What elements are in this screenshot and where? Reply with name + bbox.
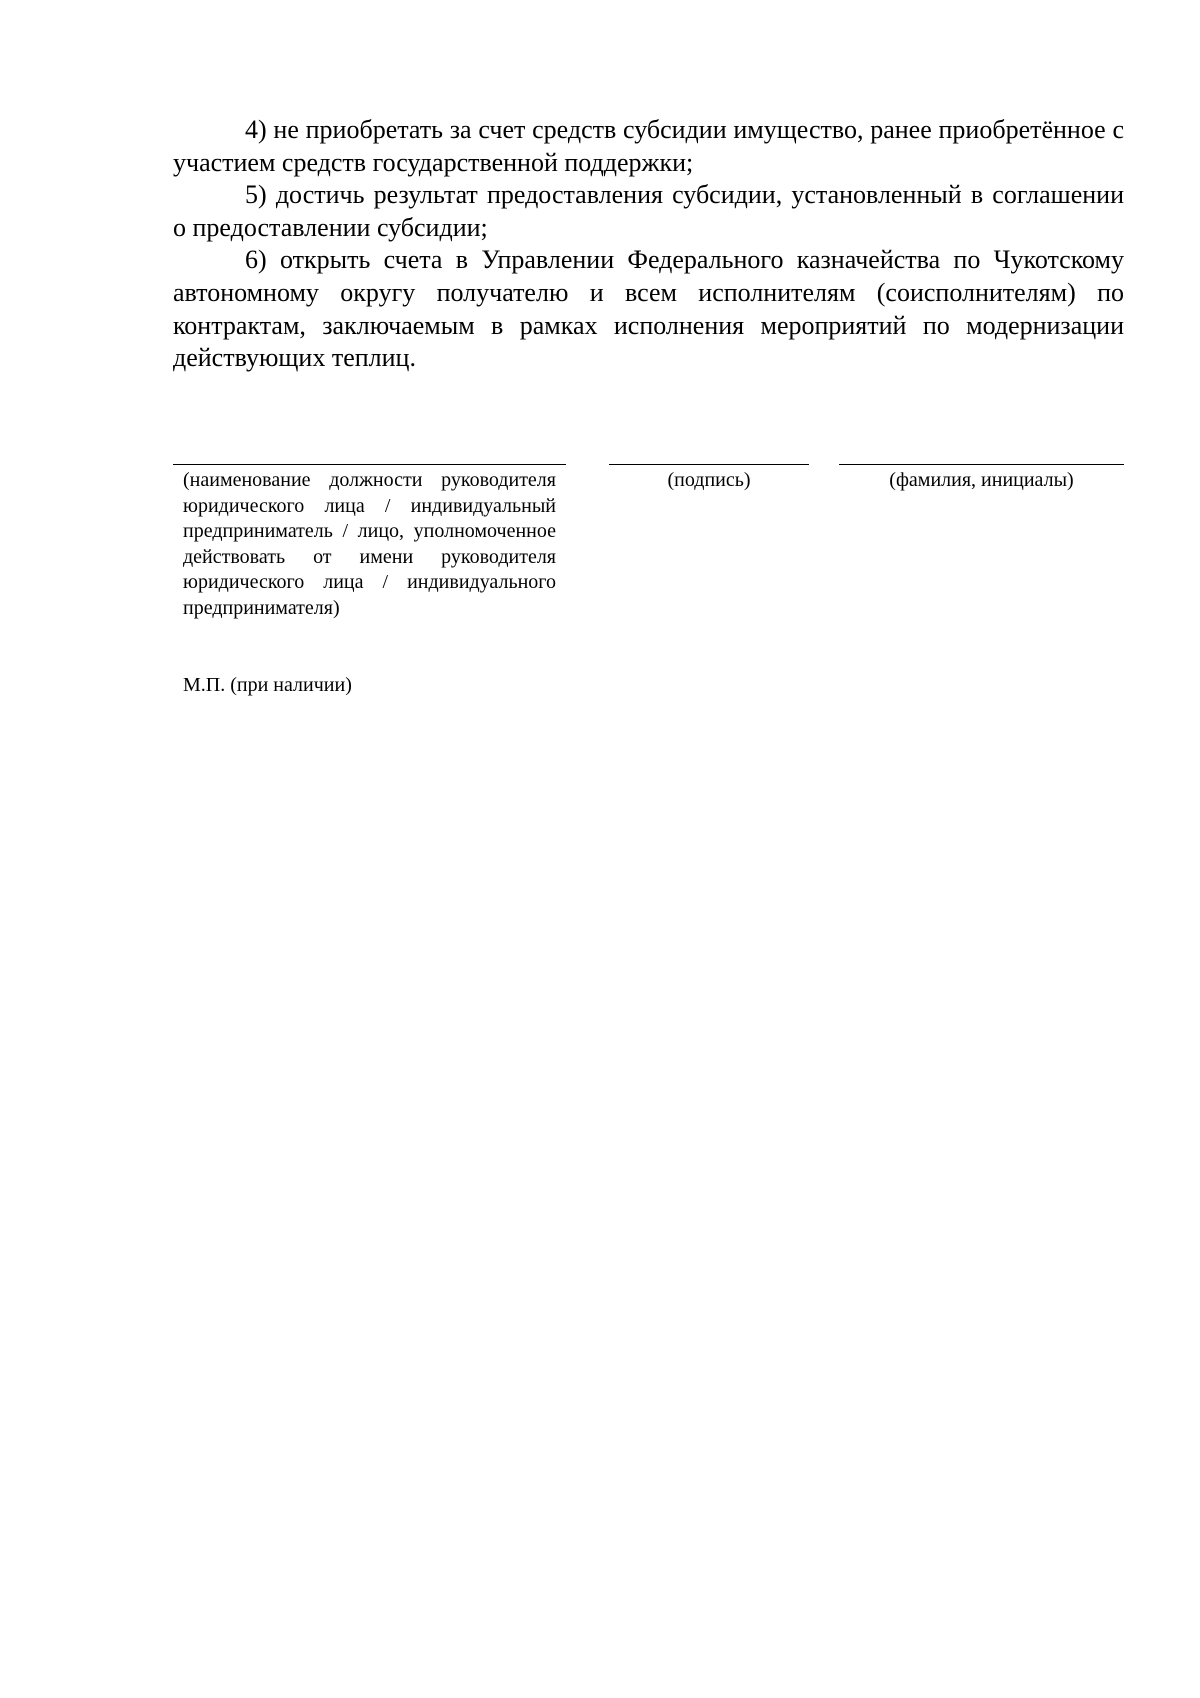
seal-note: М.П. (при наличии) bbox=[183, 674, 352, 696]
signature-caption: (подпись) bbox=[667, 469, 751, 491]
document-body bbox=[173, 114, 1124, 375]
name-signature-line bbox=[839, 464, 1124, 465]
position-caption: (наименование должности руководителя юридического лица / индивидуальный предприниматель / лицо, уполномоченное действовать от имени руководителя юридического лица / индивидуального предпринимателя) bbox=[183, 469, 556, 619]
signature-line bbox=[609, 464, 809, 465]
name-caption: (фамилия, инициалы) bbox=[889, 469, 1074, 491]
position-signature-line bbox=[173, 464, 566, 465]
paragraph-item-4: 4) не приобретать за счет средств субсидии имущество, ранее приобретённое с участием средств государственной поддержки; bbox=[173, 115, 1124, 177]
paragraph-item-6: 6) открыть счета в Управлении Федерального казначейства по Чукотскому автономному округу получателю и всем исполнителям (соисполнителям) по контрактам, заключаемым в рамках исполнения мероприятий по модернизации действующих теплиц. bbox=[173, 245, 1124, 373]
paragraph-item-5: 5) достичь результат предоставления субсидии, установленный в соглашении о предоставлении субсидии; bbox=[173, 180, 1124, 242]
